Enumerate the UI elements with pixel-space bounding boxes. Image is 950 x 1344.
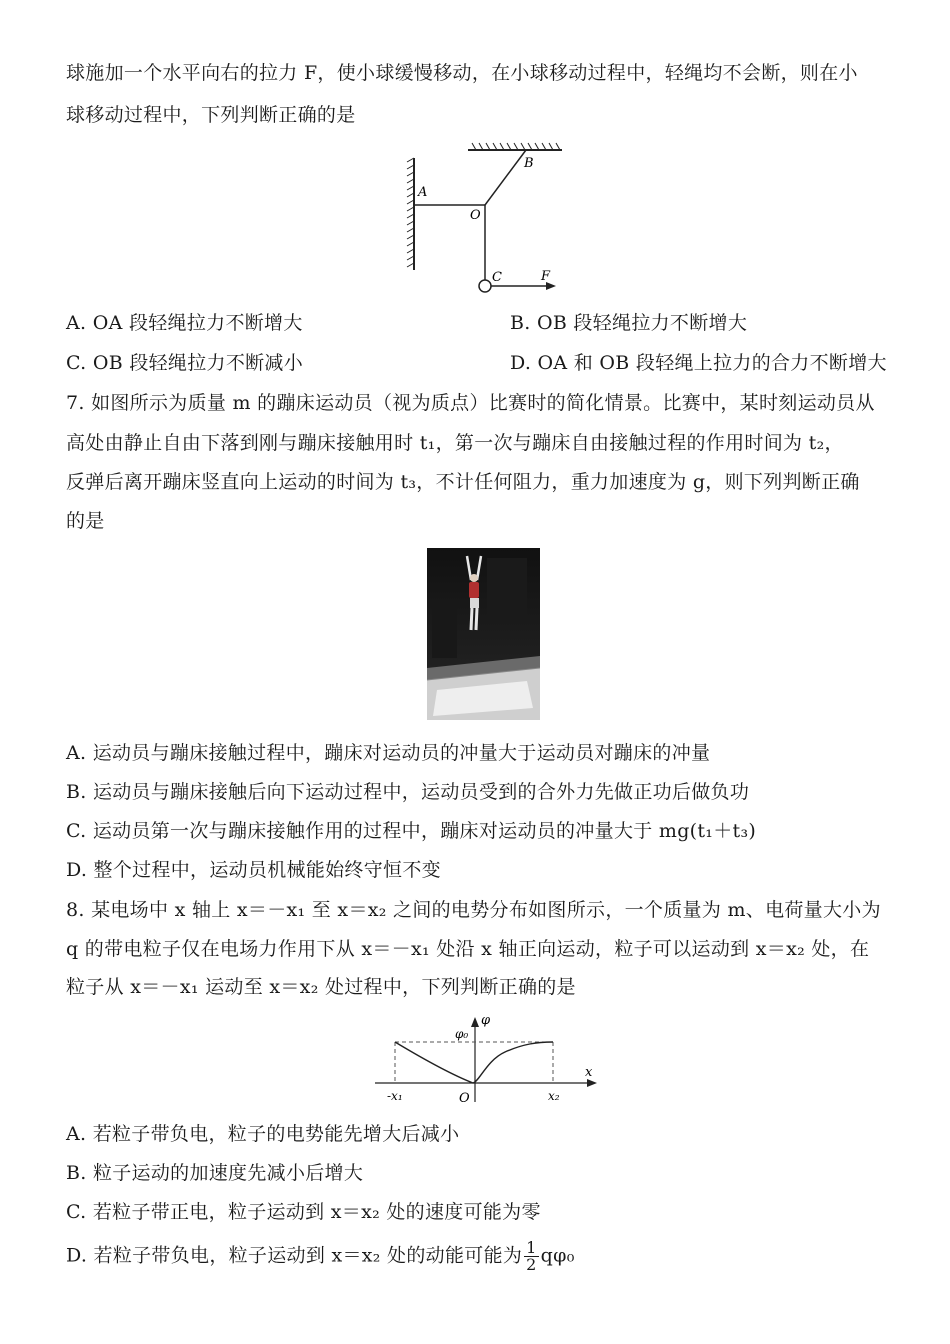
- fraction-numerator: 1: [526, 1238, 537, 1257]
- q7-option-c: C. 运动员第一次与蹦床接触作用的过程中，蹦床对运动员的冲量大于 mg(t₁＋t₃): [66, 820, 757, 842]
- fraction-denominator: 2: [526, 1255, 537, 1274]
- q6-option-a: A. OA 段轻绳拉力不断增大: [66, 312, 303, 334]
- q8-option-b: B. 粒子运动的加速度先减小后增大: [66, 1162, 364, 1184]
- label-x2: x₂: [548, 1089, 560, 1103]
- q8-option-a: A. 若粒子带负电，粒子的电势能先增大后减小: [66, 1123, 460, 1145]
- q6-option-d: D. OA 和 OB 段轻绳上拉力的合力不断增大: [510, 352, 887, 374]
- q6-stem-line1: 球施加一个水平向右的拉力 F，使小球缓慢移动，在小球移动过程中，轻绳均不会断，则在小: [66, 62, 858, 84]
- label-c: C: [492, 270, 502, 285]
- potential-curve: [395, 1042, 553, 1083]
- q8-option-d-suffix: qφ₀: [540, 1244, 575, 1267]
- q6-option-c: C. OB 段轻绳拉力不断减小: [66, 352, 304, 374]
- ball: [479, 280, 491, 292]
- q8-stem-line3: 粒子从 x＝－x₁ 运动至 x＝x₂ 处过程中，下列判断正确的是: [66, 976, 576, 998]
- q6-stem-line2: 球移动过程中，下列判断正确的是: [66, 104, 356, 126]
- q7-option-d: D. 整个过程中，运动员机械能始终守恒不变: [66, 859, 441, 881]
- q6-option-b: B. OB 段轻绳拉力不断增大: [510, 312, 748, 334]
- label-a: A: [418, 185, 428, 200]
- q7-stem-line1: 7. 如图所示为质量 m 的蹦床运动员（视为质点）比赛时的简化情景。比赛中，某时刻运动员从: [66, 392, 875, 414]
- label-origin: O: [459, 1091, 470, 1106]
- q8-option-d: [66, 1240, 575, 1273]
- label-phi: φ: [481, 1013, 491, 1028]
- q8-stem-line1: 8. 某电场中 x 轴上 x＝－x₁ 至 x＝x₂ 之间的电势分布如图所示，一个质量为 m、电荷量大小为: [66, 899, 881, 921]
- trampoline-photo: [427, 548, 540, 720]
- q8-stem-line2: q 的带电粒子仅在电场力作用下从 x＝－x₁ 处沿 x 轴正向运动，粒子可以运动到 x＝x₂ 处，在: [66, 938, 870, 960]
- label-neg-x1: -x₁: [387, 1089, 403, 1103]
- q7-stem-line4: 的是: [66, 510, 105, 532]
- q6-rope-diagram: [400, 140, 570, 302]
- q7-stem-line2: 高处由静止自由下落到刚与蹦床接触用时 t₁，第一次与蹦床自由接触过程的作用时间为 t₂，: [66, 432, 844, 454]
- q7-option-a: A. 运动员与蹦床接触过程中，蹦床对运动员的冲量大于运动员对蹦床的冲量: [66, 742, 711, 764]
- label-x: x: [585, 1065, 593, 1080]
- potential-graph: [365, 1012, 605, 1107]
- label-b: B: [524, 156, 534, 171]
- q7-stem-line3: 反弹后离开蹦床竖直向上运动的时间为 t₃，不计任何阻力，重力加速度为 g，则下列判断正确: [66, 471, 860, 493]
- label-phi0: φ₀: [455, 1027, 469, 1041]
- fraction-one-half: [524, 1240, 538, 1273]
- label-o: O: [470, 208, 481, 223]
- q8-option-d-text: D. 若粒子带负电，粒子运动到 x＝x₂ 处的动能可能为: [66, 1244, 523, 1267]
- q7-option-b: B. 运动员与蹦床接触后向下运动过程中，运动员受到的合外力先做正功后做负功: [66, 781, 750, 803]
- label-f: F: [541, 269, 551, 284]
- q8-option-c: C. 若粒子带正电，粒子运动到 x＝x₂ 处的速度可能为零: [66, 1201, 541, 1223]
